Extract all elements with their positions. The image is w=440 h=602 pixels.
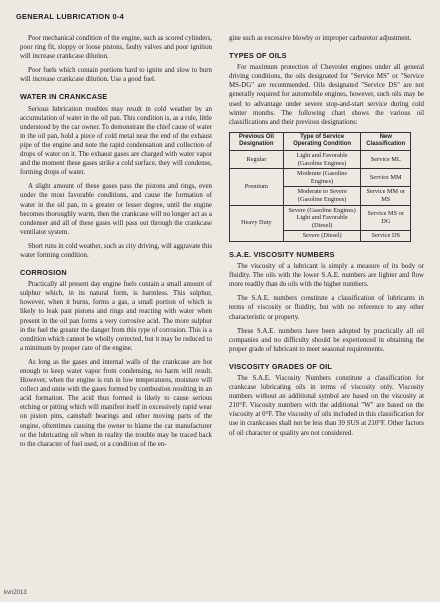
left-column <box>20 34 212 454</box>
paragraph: Practically all present day engine fuels contain a small amount of sulphur which, in its natural form, is harmless. This sulphur, however, when it burns, forms a gas, a small portion of which is likely to leak past pistons and rings and reacting with water when present in the oil pan forms a very corrosive acid. The more sulphur in the fuel the greater the danger from this type of corrosion. This is a condition which cannot be wholly corrected, but it may be reduced to a minimum by proper care of the engine. <box>20 281 212 352</box>
table-cell: Light and Favorable (Gasoline Engines) <box>283 151 361 169</box>
paragraph: These S.A.E. numbers have been adopted by practically all oil companies and no difficulty should be experienced in obtaining the proper grade of lubricant to meet seasonal requirements. <box>229 327 424 353</box>
table-row <box>230 169 411 187</box>
table-cell: Service MM <box>361 169 411 187</box>
paragraph: As long as the gases and internal walls of the crankcase are hot enough to keep water vapor from condensing, no harm will result. However, when the engine is run in low temperatures, moisture will collect and unite with the gases formed by combustion resulting in an acid formation. The acid thus formed is likely to cause serious etching or pitting which will manifest itself in excessively rapid wear on piston pins, camshaft bearings and other moving parts of the engine, oftentimes causing the owner to blame the car manufacturer or the lubricating oil when in reality the trouble may be traced back to the character of fuel used, or a condition of the en- <box>20 358 212 448</box>
table-cell: Severe (Gasoline Engines) Light and Favorable (Diesel) <box>283 205 361 231</box>
paragraph: gine such as excessive blowby or improper carburetor adjustment. <box>229 35 412 42</box>
table-cell: Service DS <box>361 231 411 242</box>
table-cell: Severe (Diesel) <box>283 231 361 242</box>
paragraph: Poor fuels which contain portions hard to ignite and slow to burn will increase crankcase dilution. Use a good fuel. <box>20 67 212 84</box>
section-heading-sae: S.A.E. VISCOSITY NUMBERS <box>229 249 335 259</box>
table-row <box>230 205 411 231</box>
table-cell: Regular <box>230 151 284 169</box>
paragraph: The S.A.E. Viscosity Numbers constitute a classification for crankcase lubricating oils in terms of viscosity only. Viscosity numbers without an additional symbol are based on the viscosity at 210°F. Viscosity numbers with the additional "W" are based on the viscosity at 0°F. The viscosity of oils included in this classification for use in crankcases shall not be less than 39 SUS at 210°F. Other factors of oil character or quality are not considered. <box>229 375 424 437</box>
paragraph: A slight amount of these gases pass the pistons and rings, even under the most favorable conditions, and cause the formation of water in the oil pan, in a greater or lesser degree, until the engine becomes thoroughly warm, then the crankcase will no longer act as a condenser and all of these gases will pass out through the crankcase ventilator system. <box>20 183 212 236</box>
paragraph: Short runs in cold weather, such as city driving, will aggravate this water forming condition. <box>20 242 213 259</box>
table-cell: Premium <box>230 169 284 205</box>
scan-watermark: kvn2013 <box>4 590 27 596</box>
table-header-previous: Previous Oil Designation <box>230 132 284 150</box>
right-column <box>229 34 424 443</box>
table-cell: Service MS or DG <box>361 205 411 231</box>
table-cell: Service MM or MS <box>361 187 411 205</box>
table-row <box>230 151 411 169</box>
table-cell: Service ML <box>361 151 411 169</box>
table-cell: Moderate (Gasoline Engines) <box>283 169 361 187</box>
section-heading-grades: VISCOSITY GRADES OF OIL <box>229 361 332 371</box>
page-header: GENERAL LUBRICATION 0-4 <box>16 12 125 21</box>
table-header-new: New Classification <box>361 132 411 150</box>
paragraph: Serious lubrication troubles may result in cold weather by an accumulation of water in the oil pan. This condition is, as a rule, little understood by the car owner. To demonstrate the chief cause of water in the oil pan, hold a piece of cold metal near the end of the exhaust pipe of the engine and note the rapid condensation and collection of drops of water on it. The exhaust gases are charged with water vapor and the moment these gases strike a cold surface, they will condense, forming drops of water. <box>20 105 212 177</box>
oil-classification-table <box>229 132 411 242</box>
section-heading-water: WATER IN CRANKCASE <box>20 92 108 102</box>
section-heading-corrosion: CORROSION <box>20 268 67 278</box>
paragraph: The S.A.E. numbers constitute a classification of lubricants in terms of viscosity or fluidity, but with no reference to any other characteristic or property. <box>229 295 424 321</box>
table-header-type: Type of Service Operating Condition <box>283 132 361 150</box>
table-cell: Heavy Duty <box>230 205 284 241</box>
paragraph: For maximum protection of Chevrolet engines under all general driving conditions, the oils designated for "Service MS" or "Service MS-DG" are recommended. Oils designated "Service DS" are not generally required for automobile engines, however, such oils may be used to advantage under severe stop-and-start service during cold winter months. The following chart shows the various oil classifications and their previous designations: <box>229 64 424 126</box>
table-cell: Moderate to Severe (Gasoline Engines) <box>283 187 361 205</box>
paragraph: The viscosity of a lubricant is simply a measure of its body or fluidity. The oils with the lower S.A.E. numbers are lighter and flow more readily than do oils with the higher numbers. <box>229 263 424 289</box>
paragraph: Poor mechanical condition of the engine, such as scored cylinders, poor ring fit, sloppy or loose pistons, faulty valves and poor ignition will increase crankcase dilution. <box>20 35 212 61</box>
section-heading-types: TYPES OF OILS <box>229 51 287 61</box>
